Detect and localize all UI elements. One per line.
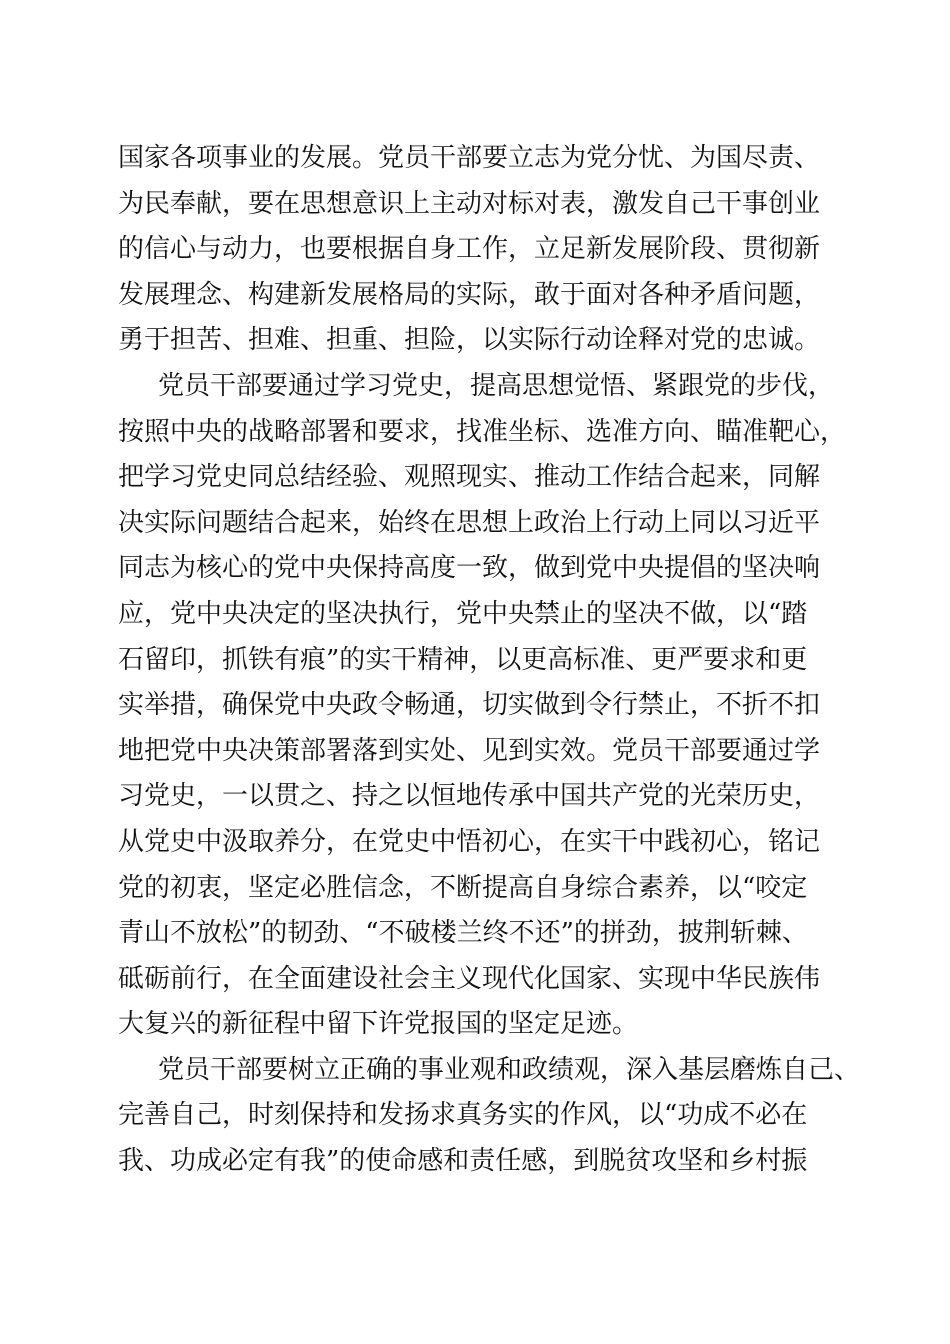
text-line: 的信心与动力，也要根据自身工作，立足新发展阶段、贯彻新 xyxy=(118,234,821,265)
text-line: 按照中央的战略部署和要求，找准坐标、选准方向、瞄准靶心， xyxy=(118,416,847,447)
paragraph-start-line: 党员干部要通过学习党史，提高思想觉悟、紧跟党的步伐， xyxy=(158,370,835,401)
text-line: 石留印，抓铁有痕”的实干精神，以更高标准、更严要求和更 xyxy=(118,644,808,675)
text-line: 习党史，一以贯之、持之以恒地传承中国共产党的光荣历史， xyxy=(118,781,821,812)
text-line: 同志为核心的党中央保持高度一致，做到党中央提倡的坚决响 xyxy=(118,553,821,584)
text-line: 勇于担苦、担难、担重、担险，以实际行动诠释对党的忠诚。 xyxy=(118,325,821,356)
text-line: 国家各项事业的发展。党员干部要立志为党分忧、为国尽责、 xyxy=(118,143,821,173)
text-line: 完善自己，时刻保持和发扬求真务实的作风，以“功成不必在 xyxy=(118,1100,808,1131)
text-line: 应，党中央决定的坚决执行，党中央禁止的坚决不做，以“踏 xyxy=(118,598,808,629)
text-line: 大复兴的新征程中留下许党报国的坚定足迹。 xyxy=(118,1009,639,1040)
text-line: 决实际问题结合起来，始终在思想上政治上行动上同以习近平 xyxy=(118,507,821,538)
text-line: 我、功成必定有我”的使命感和责任感，到脱贫攻坚和乡村振 xyxy=(118,1146,808,1177)
text-line: 把学习党史同总结经验、观照现实、推动工作结合起来，同解 xyxy=(118,462,821,493)
paragraph-start-line: 党员干部要树立正确的事业观和政绩观，深入基层磨炼自己、 xyxy=(158,1054,861,1085)
text-line: 从党史中汲取养分，在党史中悟初心，在实干中践初心，铭记 xyxy=(118,826,821,857)
text-line: 地把党中央决策部署落到实处、见到实效。党员干部要通过学 xyxy=(118,735,821,766)
body-text xyxy=(118,136,861,1185)
text-line: 青山不放松”的韧劲、“不破楼兰终不还”的拼劲，披荆斩棘、 xyxy=(118,918,808,949)
text-line: 为民奉献，要在思想意识上主动对标对表，激发自己干事创业 xyxy=(118,188,821,219)
text-line: 砥砺前行，在全面建设社会主义现代化国家、实现中华民族伟 xyxy=(118,963,821,994)
text-line: 实举措，确保党中央政令畅通，切实做到令行禁止，不折不扣 xyxy=(118,690,821,721)
text-line: 党的初衷，坚定必胜信念，不断提高自身综合素养，以“咬定 xyxy=(118,872,808,903)
text-line: 发展理念、构建新发展格局的实际，敢于面对各种矛盾问题， xyxy=(118,279,821,310)
